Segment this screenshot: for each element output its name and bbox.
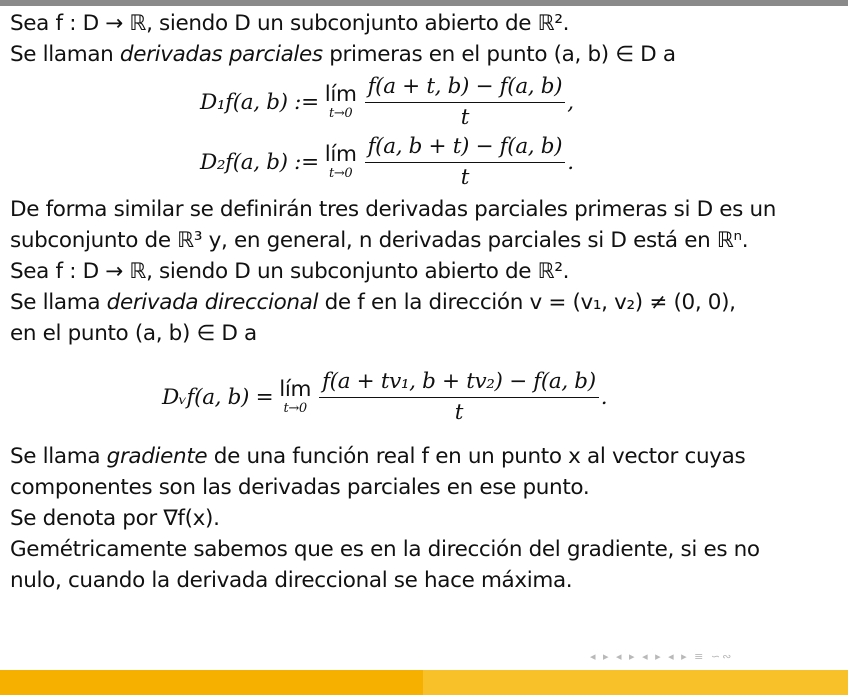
formula-lhs: Dᵥf(a, b) = xyxy=(162,384,274,410)
paragraph-definition-domain-2: Sea f : D → ℝ, siendo D un subconjunto abierto de ℝ². xyxy=(10,259,570,284)
formula-d1 xyxy=(200,76,574,128)
formula-block-directional xyxy=(10,349,838,441)
slide-content xyxy=(10,8,838,596)
formula-dv xyxy=(162,371,607,423)
paragraph-gradient xyxy=(10,441,838,472)
paragraph-partial-derivatives-intro xyxy=(10,39,838,70)
punctuation: , xyxy=(567,89,574,115)
denominator: t xyxy=(454,399,464,425)
punctuation: . xyxy=(600,384,608,410)
top-rule xyxy=(0,0,848,6)
formula-lhs: D₁f(a, b) := xyxy=(200,89,319,115)
paragraph-directional-intro xyxy=(10,287,838,318)
paragraph-components: componentes son las derivadas parciales en ese punto. xyxy=(10,475,590,500)
numerator: f(a, b + t) − f(a, b) xyxy=(365,136,566,163)
limit-operator xyxy=(325,84,357,120)
emphasis-term: gradiente xyxy=(106,444,208,469)
fraction xyxy=(319,371,599,423)
paragraph-notation: Se denota por ∇f(x). xyxy=(10,506,220,531)
paragraph-geometric-2: nulo, cuando la derivada direccional se hace máxima. xyxy=(10,568,573,593)
lim-label: lím xyxy=(324,142,357,168)
denominator: t xyxy=(460,104,470,130)
paragraph-similar: De forma similar se definirán tres derivadas parciales primeras si D es un xyxy=(10,197,777,222)
fraction xyxy=(365,136,566,188)
paragraph-geometric: Gemétricamente sabemos que es en la dirección del gradiente, si es no xyxy=(10,537,760,562)
emphasis-term: derivadas parciales xyxy=(119,42,323,67)
footer-bar-left xyxy=(0,670,423,695)
punctuation: . xyxy=(567,149,574,175)
lim-subscript: t→0 xyxy=(328,105,353,121)
text: Se llama xyxy=(10,290,107,315)
text: de una función real f en un punto x al vector cuyas xyxy=(207,444,746,469)
text: primeras en el punto (a, b) ∈ D a xyxy=(322,42,676,67)
lim-subscript: t→0 xyxy=(283,400,307,416)
lim-label: lím xyxy=(324,82,357,108)
denominator: t xyxy=(460,164,470,190)
limit-operator xyxy=(279,379,311,415)
paragraph-general: subconjunto de ℝ³ y, en general, n derivadas parciales si D está en ℝⁿ. xyxy=(10,228,749,253)
limit-operator xyxy=(325,144,357,180)
lim-label: lím xyxy=(279,377,312,403)
footer-bar-right xyxy=(423,670,848,695)
formula-block-partials xyxy=(10,70,838,194)
lim-subscript: t→0 xyxy=(328,165,353,181)
numerator: f(a + t, b) − f(a, b) xyxy=(365,76,566,103)
fraction xyxy=(365,76,566,128)
formula-d2 xyxy=(200,136,574,188)
paragraph-definition-domain: Sea f : D → ℝ, siendo D un subconjunto abierto de ℝ². xyxy=(10,11,570,36)
text: Se llaman xyxy=(10,42,120,67)
numerator: f(a + tv₁, b + tv₂) − f(a, b) xyxy=(319,371,599,398)
emphasis-term: derivada direccional xyxy=(106,290,319,315)
text: de f en la dirección v = (v₁, v₂) ≠ (0, 0), xyxy=(318,290,736,315)
text: Se llama xyxy=(10,444,107,469)
formula-lhs: D₂f(a, b) := xyxy=(200,149,319,175)
paragraph-point: en el punto (a, b) ∈ D a xyxy=(10,321,257,346)
beamer-navigation[interactable]: ◂ ▸ ◂ ▸ ◂ ▸ ◂ ▸ ≡ ∽∾ xyxy=(590,650,734,663)
